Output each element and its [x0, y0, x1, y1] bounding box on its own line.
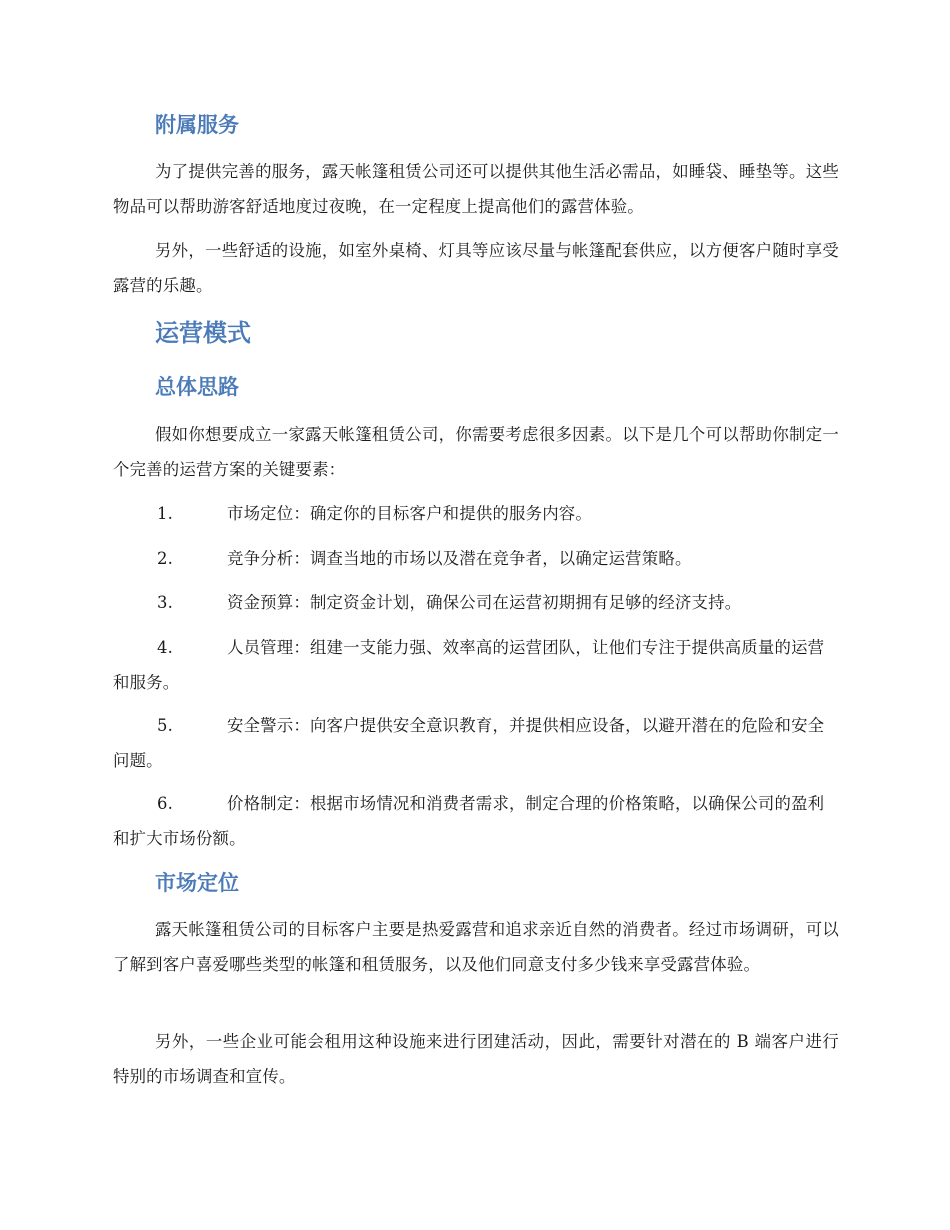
list-item — [113, 542, 839, 577]
paragraph-auxiliary-2: 另外，一些舒适的设施，如室外桌椅、灯具等应该尽量与帐篷配套供应，以方便客户随时享受露营的乐趣。 — [113, 241, 839, 295]
list-number: 1. — [157, 504, 174, 523]
heading-auxiliary-services: 附属服务 — [155, 113, 239, 137]
paragraph-market-1: 露天帐篷租赁公司的目标客户主要是热爱露营和追求亲近自然的消费者。经过市场调研，可以了解到客户喜爱哪些类型的帐篷和租赁服务，以及他们同意支付多少钱来享受露营体验。 — [113, 920, 839, 974]
list-item — [113, 787, 839, 856]
paragraph-auxiliary-1: 为了提供完善的服务，露天帐篷租赁公司还可以提供其他生活必需品，如睡袋、睡垫等。这些物品可以帮助游客舒适地度过夜晚，在一定程度上提高他们的露营体验。 — [113, 162, 839, 216]
list-item — [113, 709, 839, 778]
list-text: 价格制定：根据市场情况和消费者需求，制定合理的价格策略，以确保公司的盈利和扩大市场份额。 — [113, 794, 825, 848]
paragraph-market-2: 另外，一些企业可能会租用这种设施来进行团建活动，因此，需要针对潜在的 B 端客户进行特别的市场调查和宣传。 — [113, 1032, 839, 1086]
list-text: 人员管理：组建一支能力强、效率高的运营团队，让他们专注于提供高质量的运营和服务。 — [113, 638, 825, 692]
list-number: 3. — [157, 593, 174, 612]
list-item — [113, 497, 839, 532]
list-number: 6. — [157, 794, 174, 813]
heading-market-positioning: 市场定位 — [155, 871, 239, 895]
list-number: 5. — [157, 716, 174, 735]
list-item — [113, 631, 839, 700]
paragraph-overall-intro: 假如你想要成立一家露天帐篷租赁公司，你需要考虑很多因素。以下是几个可以帮助你制定一个完善的运营方案的关键要素： — [113, 425, 839, 479]
list-text: 竞争分析：调查当地的市场以及潜在竞争者，以确定运营策略。 — [227, 549, 692, 568]
heading-operation-mode: 运营模式 — [155, 319, 251, 347]
list-text: 市场定位：确定你的目标客户和提供的服务内容。 — [227, 504, 592, 523]
heading-overall-approach: 总体思路 — [155, 375, 239, 399]
list-number: 2. — [157, 549, 174, 568]
list-item — [113, 586, 839, 621]
list-text: 安全警示：向客户提供安全意识教育，并提供相应设备，以避开潜在的危险和安全问题。 — [113, 716, 825, 770]
list-number: 4. — [157, 638, 174, 657]
list-text: 资金预算：制定资金计划，确保公司在运营初期拥有足够的经济支持。 — [227, 593, 742, 612]
